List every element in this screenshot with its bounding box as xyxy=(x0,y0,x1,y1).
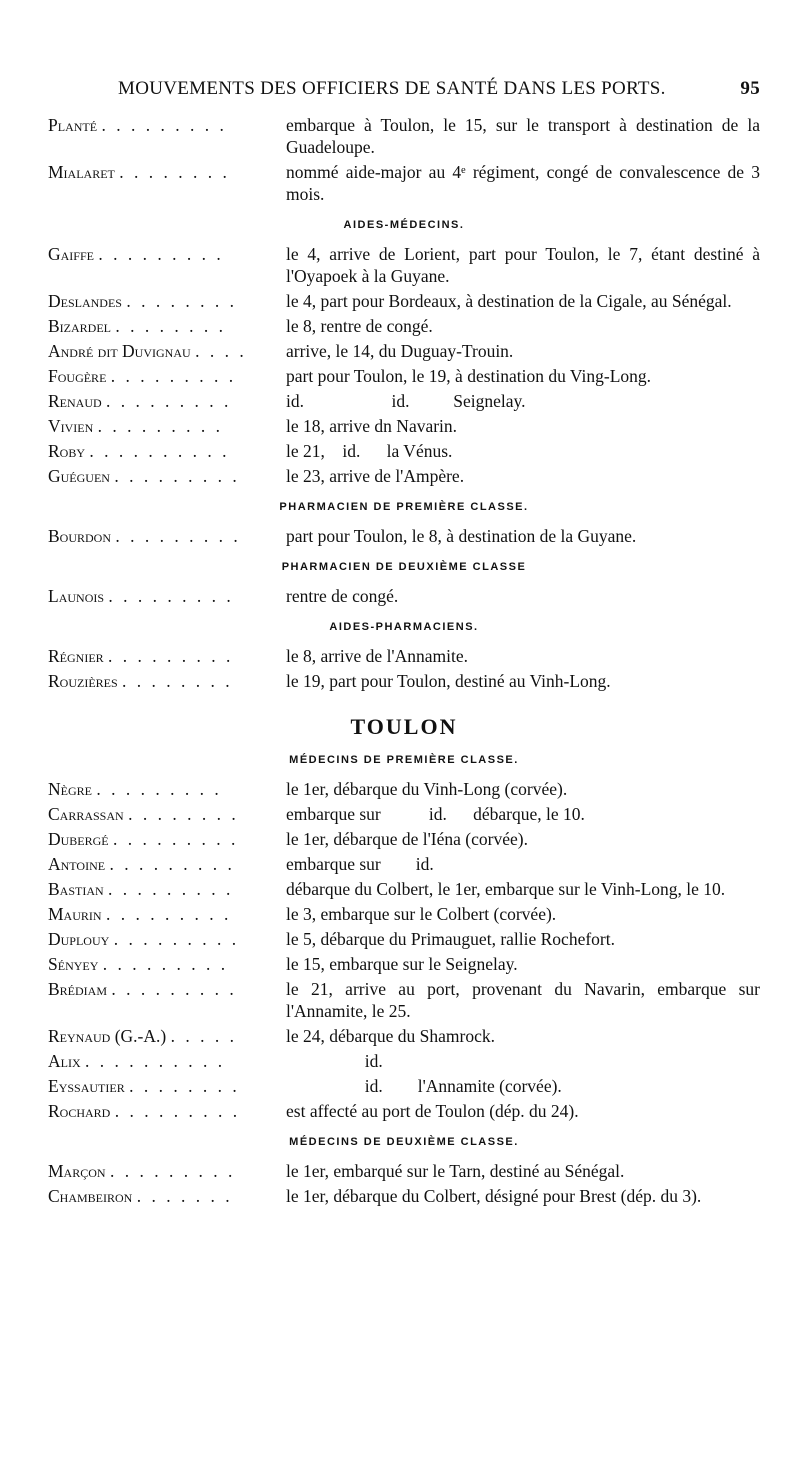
movement-text: le 3, embarque sur le Colbert (corvée). xyxy=(286,904,557,924)
officer-name-text: Renaud xyxy=(48,391,102,411)
page-header xyxy=(118,78,760,100)
page-body xyxy=(48,114,765,1207)
officer-name xyxy=(48,340,286,362)
officer-name-text: Duplouy xyxy=(48,929,110,949)
leader-dots: . . . . . . . . . xyxy=(102,954,229,974)
officer-name-text: Rouzières xyxy=(48,671,118,691)
leader-dots: . . . . . . . . . xyxy=(114,466,240,486)
officer-name xyxy=(48,315,286,337)
officer-name xyxy=(48,365,286,387)
officer-name-text: André dit Duvignau xyxy=(48,341,191,361)
personnel-entry xyxy=(48,878,760,900)
officer-name xyxy=(48,585,286,607)
officer-name xyxy=(48,778,286,800)
personnel-entry xyxy=(48,903,760,925)
movement-text: embarque sur id. xyxy=(286,854,434,874)
personnel-entry xyxy=(48,585,760,607)
leader-dots: . . . . . xyxy=(170,1026,237,1046)
leader-dots: . . . . xyxy=(195,341,247,361)
section-heading: AIDES-MÉDECINS. xyxy=(343,219,465,231)
officer-name-text: Dubergé xyxy=(48,829,109,849)
officer-name xyxy=(48,878,286,900)
leader-dots: . . . . . . . . . xyxy=(114,1101,241,1121)
section-heading: PHARMACIEN DE PREMIÈRE CLASSE. xyxy=(279,501,529,513)
officer-name-text: Bizardel xyxy=(48,316,111,336)
section-heading: PHARMACIEN DE DEUXIÈME CLASSE xyxy=(281,561,527,573)
officer-name-text: Deslandes xyxy=(48,291,122,311)
officer-name xyxy=(48,645,286,667)
officer-name-text: Marçon xyxy=(48,1161,106,1181)
officer-name-text: Mialaret xyxy=(48,162,115,182)
personnel-entry xyxy=(48,1100,760,1122)
personnel-entry xyxy=(48,645,760,667)
officer-name-text: Launois xyxy=(48,586,105,606)
officer-name xyxy=(48,525,286,547)
page-number: 95 xyxy=(740,78,760,99)
officer-name-text: Vivien xyxy=(48,416,94,436)
personnel-entry xyxy=(48,1160,760,1182)
personnel-entry xyxy=(48,525,760,547)
officer-name-text: Guéguen xyxy=(48,466,110,486)
officer-name-text: Gaiffe xyxy=(48,244,94,264)
section-heading: AIDES-PHARMACIENS. xyxy=(329,621,479,633)
movement-text: le 19, part pour Toulon, destiné au Vinh-Long. xyxy=(286,671,611,691)
leader-dots: . . . . . . . . xyxy=(115,316,226,336)
personnel-entry xyxy=(48,114,765,158)
personnel-entry xyxy=(48,365,760,387)
personnel-entry xyxy=(48,803,760,825)
officer-name xyxy=(48,853,286,875)
leader-dots: . . . . . . . . . xyxy=(113,929,240,949)
personnel-entry xyxy=(48,928,760,950)
leader-dots: . . . . . . . . . xyxy=(115,526,241,546)
officer-name xyxy=(48,114,286,158)
movement-text: le 1er, débarque de l'Iéna (corvée). xyxy=(286,829,528,849)
movement-text: le 24, débarque du Shamrock. xyxy=(286,1026,495,1046)
officer-name-text: Maurin xyxy=(48,904,102,924)
officer-name xyxy=(48,390,286,412)
personnel-entry xyxy=(48,465,760,487)
movement-text: nommé aide-major au 4ᵉ régiment, congé de convalescence de 3 mois. xyxy=(286,162,765,204)
movement-text: le 1er, débarque du Vinh-Long (corvée). xyxy=(286,779,568,799)
personnel-entry xyxy=(48,315,760,337)
movement-text: rentre de congé. xyxy=(286,586,399,606)
leader-dots: . . . . . . . xyxy=(136,1186,233,1206)
movement-text: part pour Toulon, le 8, à destination de la Guyane. xyxy=(286,526,637,546)
officer-name-text: Roby xyxy=(48,441,86,461)
officer-name-text: Chambeiron xyxy=(48,1186,133,1206)
officer-name xyxy=(48,670,286,692)
leader-dots: . . . . . . . . . xyxy=(109,1161,236,1181)
personnel-entry xyxy=(48,1075,760,1097)
officer-name-text: Reynaud (G.-A.) xyxy=(48,1026,167,1046)
officer-name-text: Régnier xyxy=(48,646,104,666)
officer-name xyxy=(48,828,286,850)
leader-dots: . . . . . . . . . xyxy=(96,779,222,799)
officer-name xyxy=(48,161,286,205)
officer-name-text: Eyssautier xyxy=(48,1076,125,1096)
officer-name xyxy=(48,465,286,487)
leader-dots: . . . . . . . . . xyxy=(97,416,224,436)
leader-dots: . . . . . . . . xyxy=(119,162,230,182)
personnel-entry xyxy=(48,978,765,1022)
movement-text: le 23, arrive de l'Ampère. xyxy=(286,466,465,486)
officer-name xyxy=(48,1075,286,1097)
movement-text: le 21, arrive au port, provenant du Navarin, embarque sur l'Annamite, le 25. xyxy=(286,979,765,1021)
leader-dots: . . . . . . . . xyxy=(126,291,237,311)
section-heading: MÉDECINS DE PREMIÈRE CLASSE. xyxy=(289,754,519,766)
movement-text: id. id. Seignelay. xyxy=(286,391,526,411)
personnel-entry xyxy=(48,778,760,800)
personnel-entry xyxy=(48,1025,760,1047)
personnel-entry xyxy=(48,828,760,850)
officer-name xyxy=(48,1185,286,1207)
movement-text: le 4, arrive de Lorient, part pour Toulon, le 7, étant destiné à l'Oyapoek à la Guyane. xyxy=(286,244,765,286)
officer-name xyxy=(48,243,286,287)
leader-dots: . . . . . . . . xyxy=(122,671,233,691)
leader-dots: . . . . . . . . . xyxy=(108,879,234,899)
officer-name-text: Planté xyxy=(48,115,98,135)
movement-text: embarque à Toulon, le 15, sur le transport à destination de la Guadeloupe. xyxy=(286,115,765,157)
personnel-entry xyxy=(48,953,760,975)
officer-name xyxy=(48,1100,286,1122)
officer-name-text: Antoine xyxy=(48,854,106,874)
officer-name xyxy=(48,440,286,462)
officer-name-text: Sényey xyxy=(48,954,99,974)
leader-dots: . . . . . . . . . xyxy=(105,904,232,924)
movement-text: arrive, le 14, du Duguay-Trouin. xyxy=(286,341,514,361)
officer-name xyxy=(48,1050,286,1072)
leader-dots: . . . . . . . . . . xyxy=(85,1051,226,1071)
personnel-entry xyxy=(48,243,765,287)
officer-name xyxy=(48,953,286,975)
movement-text: part pour Toulon, le 19, à destination du Ving-Long. xyxy=(286,366,652,386)
movement-text: le 21, id. la Vénus. xyxy=(286,441,453,461)
officer-name-text: Nègre xyxy=(48,779,92,799)
movement-text: le 15, embarque sur le Seignelay. xyxy=(286,954,518,974)
officer-name xyxy=(48,1160,286,1182)
officer-name xyxy=(48,903,286,925)
officer-name xyxy=(48,415,286,437)
personnel-entry xyxy=(48,340,760,362)
officer-name xyxy=(48,803,286,825)
leader-dots: . . . . . . . . . xyxy=(108,586,234,606)
leader-dots: . . . . . . . . xyxy=(128,804,239,824)
officer-name-text: Bastian xyxy=(48,879,104,899)
officer-name-text: Alix xyxy=(48,1051,81,1071)
running-title: MOUVEMENTS DES OFFICIERS DE SANTÉ DANS LES PORTS. xyxy=(118,78,666,99)
personnel-entry xyxy=(48,670,760,692)
leader-dots: . . . . . . . . . xyxy=(98,244,224,264)
officer-name xyxy=(48,928,286,950)
leader-dots: . . . . . . . . . xyxy=(111,979,237,999)
personnel-entry xyxy=(48,415,760,437)
officer-name-text: Bourdon xyxy=(48,526,112,546)
personnel-entry xyxy=(48,440,760,462)
leader-dots: . . . . . . . . . xyxy=(113,829,239,849)
leader-dots: . . . . . . . . . xyxy=(106,391,232,411)
movement-text: le 1er, embarqué sur le Tarn, destiné au Sénégal. xyxy=(286,1161,625,1181)
officer-name xyxy=(48,978,286,1022)
leader-dots: . . . . . . . . . xyxy=(101,115,227,135)
movement-text: le 1er, débarque du Colbert, désigné pour Brest (dép. du 3). xyxy=(286,1186,702,1206)
movement-text: le 4, part pour Bordeaux, à destination de la Cigale, au Sénégal. xyxy=(286,291,732,311)
movement-text: id. l'Annamite (corvée). xyxy=(286,1076,562,1096)
personnel-entry xyxy=(48,161,765,205)
officer-name-text: Brédiam xyxy=(48,979,108,999)
personnel-entry xyxy=(48,390,760,412)
officer-name-text: Fougère xyxy=(48,366,107,386)
officer-name xyxy=(48,1025,286,1047)
personnel-entry xyxy=(48,1185,760,1207)
officer-name xyxy=(48,290,286,312)
officer-name-text: Carrassan xyxy=(48,804,124,824)
leader-dots: . . . . . . . . . xyxy=(110,366,237,386)
movement-text: le 5, débarque du Primauguet, rallie Rochefort. xyxy=(286,929,615,949)
personnel-entry xyxy=(48,290,760,312)
leader-dots: . . . . . . . . xyxy=(129,1076,240,1096)
officer-name-text: Rochard xyxy=(48,1101,111,1121)
port-heading: TOULON xyxy=(350,714,458,739)
personnel-entry xyxy=(48,1050,760,1072)
movement-text: le 8, rentre de congé. xyxy=(286,316,433,336)
movement-text: est affecté au port de Toulon (dép. du 24). xyxy=(286,1101,579,1121)
section-heading: MÉDECINS DE DEUXIÈME CLASSE. xyxy=(289,1136,519,1148)
movement-text: débarque du Colbert, le 1er, embarque sur le Vinh-Long, le 10. xyxy=(286,879,726,899)
personnel-entry xyxy=(48,853,760,875)
movement-text: le 8, arrive de l'Annamite. xyxy=(286,646,468,666)
movement-text: embarque sur id. débarque, le 10. xyxy=(286,804,585,824)
movement-text: le 18, arrive dn Navarin. xyxy=(286,416,458,436)
leader-dots: . . . . . . . . . xyxy=(108,646,234,666)
movement-text: id. xyxy=(286,1051,383,1071)
leader-dots: . . . . . . . . . xyxy=(109,854,235,874)
leader-dots: . . . . . . . . . . xyxy=(89,441,230,461)
